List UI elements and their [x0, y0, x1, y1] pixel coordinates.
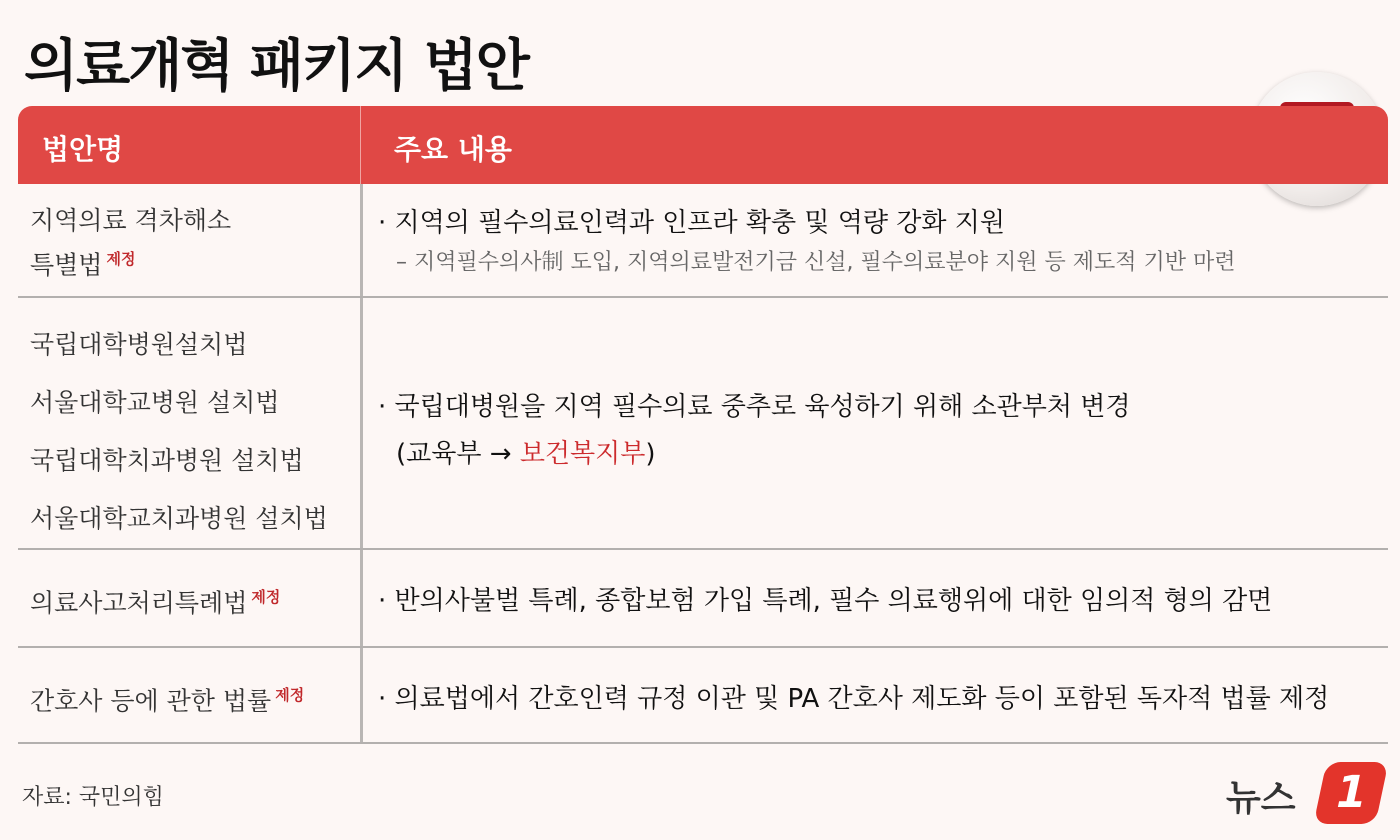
ministry-highlight: 보건복지부	[519, 439, 646, 469]
content-bullet: · 지역의 필수의료인력과 인프라 확충 및 역량 강화 지원	[378, 208, 1005, 238]
enact-tag: 제정	[275, 686, 305, 704]
table-row	[18, 298, 1388, 550]
bill-name-line: 간호사 등에 관한 법률	[30, 686, 272, 716]
bill-name-line: 국립대학치과병원 설치법	[30, 446, 304, 475]
content-line2-pre: (교육부 →	[396, 439, 520, 469]
header-main-content: 주요 내용	[394, 133, 512, 166]
bill-name-line: 특별법	[30, 250, 103, 280]
bill-name-line: 의료사고처리특례법	[30, 588, 248, 618]
source-note: 자료: 국민의힘	[22, 785, 164, 810]
content-bullet: · 국립대병원을 지역 필수의료 중추로 육성하기 위해 소관부처 변경	[378, 392, 1131, 422]
content-line2-post: )	[645, 439, 656, 469]
table-row	[18, 648, 1388, 744]
bill-name-line: 서울대학교병원 설치법	[30, 388, 280, 417]
bill-name-line: 지역의료 격차해소	[30, 206, 232, 235]
bill-name-line: 서울대학교치과병원 설치법	[30, 504, 328, 533]
bill-table	[18, 106, 1388, 744]
enact-tag: 제정	[251, 588, 281, 606]
logo-mark-icon: 1	[1313, 762, 1388, 824]
page-title: 의료개혁 패키지 법안	[24, 34, 528, 99]
content-bullet: · 의료법에서 간호인력 규정 이관 및 PA 간호사 제도화 등이 포함된 독자적 법률 제정	[378, 684, 1330, 714]
content-sub: – 지역필수의사制 도입, 지역의료발전기금 신설, 필수의료분야 지원 등 제도적 기반 마련	[396, 250, 1236, 275]
news1-logo	[1226, 762, 1386, 824]
header-bill-name: 법안명	[42, 133, 124, 166]
logo-text: 뉴스	[1226, 778, 1296, 819]
bill-name-line: 국립대학병원설치법	[30, 330, 248, 359]
table-row	[18, 550, 1388, 648]
content-bullet: · 반의사불벌 특례, 종합보험 가입 특례, 필수 의료행위에 대한 임의적 형의 감면	[378, 586, 1273, 616]
table-row	[18, 184, 1388, 298]
table-header	[18, 106, 1388, 184]
enact-tag: 제정	[106, 250, 136, 268]
